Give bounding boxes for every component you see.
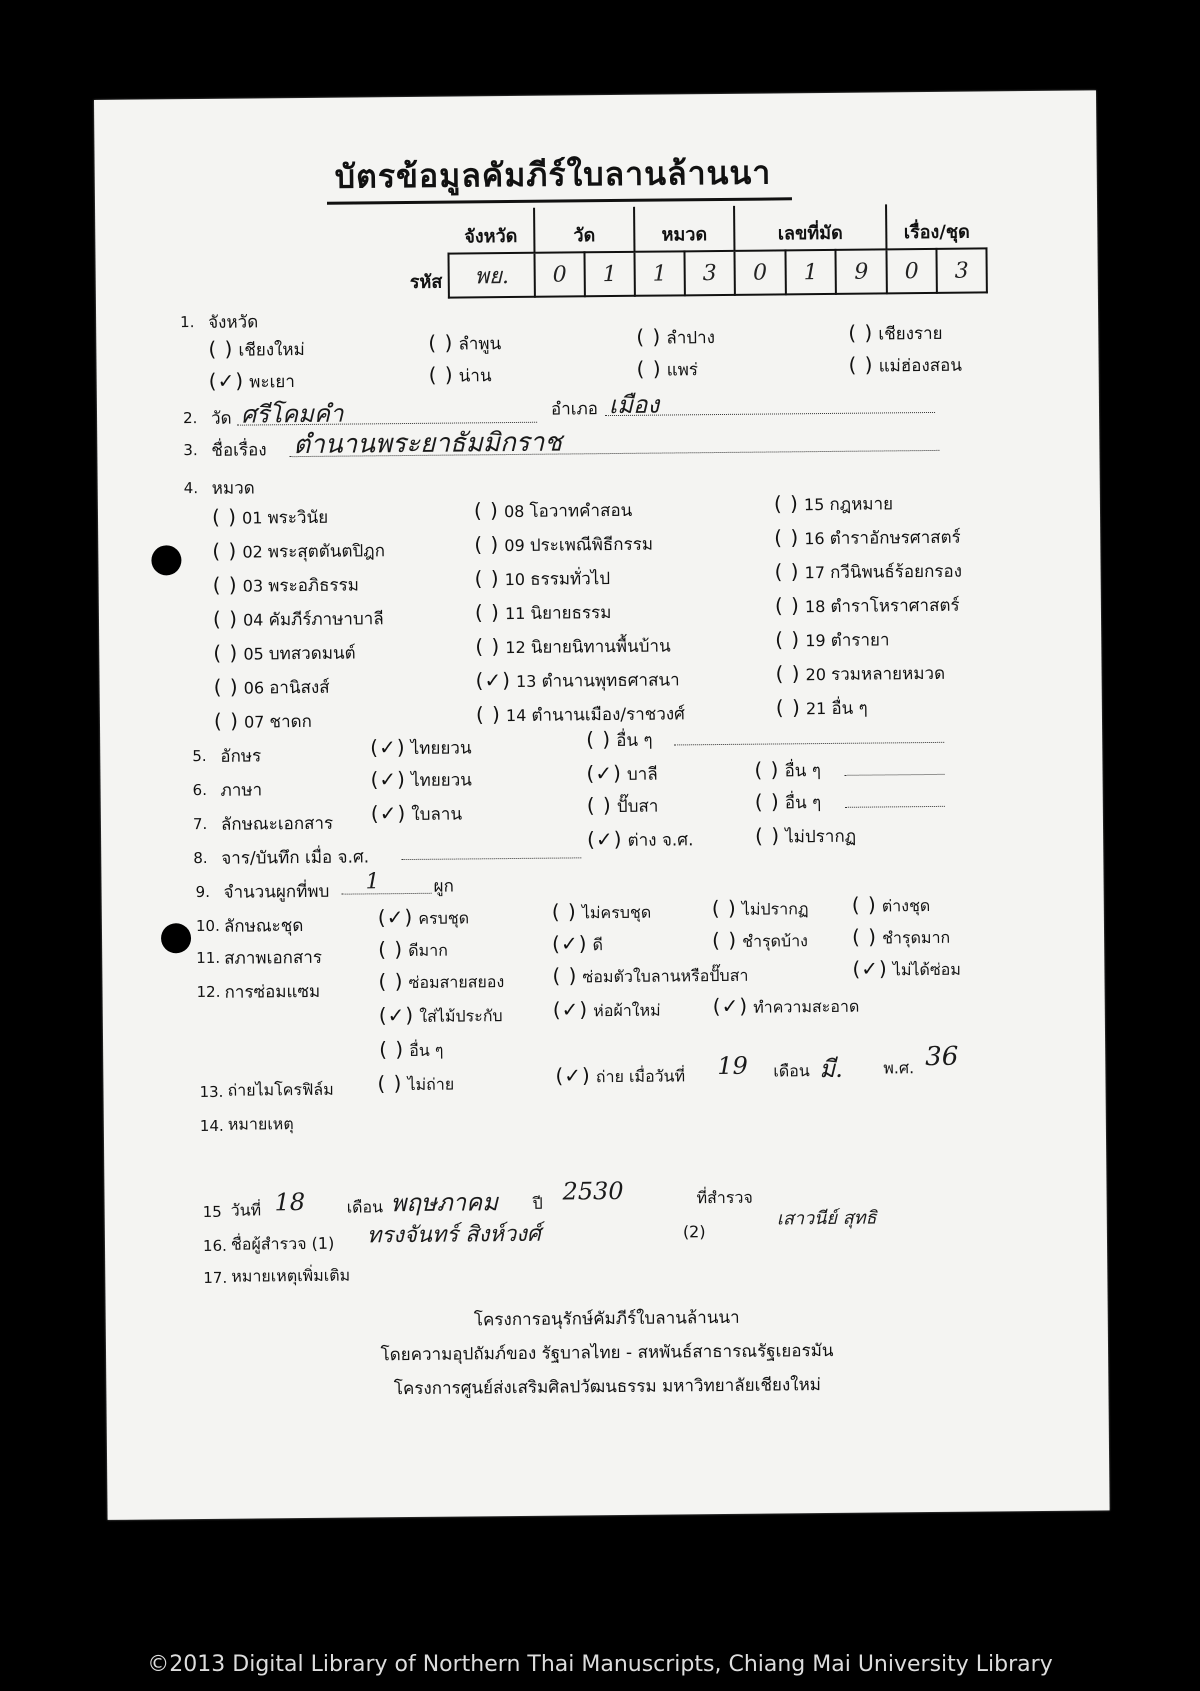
option-label: อื่น ๆ <box>831 698 868 719</box>
option-label: ไม่ได้ซ่อม <box>892 959 961 980</box>
checkbox: ( ) <box>711 927 738 953</box>
option-category <box>775 626 890 654</box>
option-set-type <box>852 892 931 920</box>
checkbox: ( ) <box>552 963 578 988</box>
microfilm-label: ถ่ายไมโครฟิล์ม <box>227 1079 334 1100</box>
checkbox: ( ) <box>851 892 877 917</box>
checkbox: ( ) <box>774 593 800 618</box>
checkbox: ( ) <box>775 661 801 686</box>
option-label: อื่น ๆ <box>784 761 822 782</box>
option-category <box>214 674 330 702</box>
story-label: ชื่อเรื่อง <box>211 440 267 461</box>
checkbox: ( ) <box>474 600 501 625</box>
option-code: 02 <box>242 542 263 562</box>
option-code: 20 <box>805 665 827 685</box>
checkbox: (✓) <box>552 997 589 1022</box>
item-number: 17. <box>203 1268 228 1288</box>
checkbox: ( ) <box>475 634 501 659</box>
option-language <box>586 761 657 789</box>
dotted-line <box>845 806 945 808</box>
option-code: 03 <box>242 576 264 596</box>
checkbox: ( ) <box>428 362 454 387</box>
option-category <box>213 640 356 668</box>
checkbox: ( ) <box>754 757 780 782</box>
checkbox: ( ) <box>775 695 801 720</box>
survey-year: 2530 <box>562 1176 624 1206</box>
code-label: รหัส <box>409 271 443 293</box>
checkbox: ( ) <box>775 627 801 652</box>
option-code: 14 <box>505 705 527 726</box>
item-number: 14. <box>199 1116 224 1136</box>
option-label: บทสวดมนต์ <box>268 643 356 665</box>
option-label: พระสุตตันตปิฎก <box>267 541 386 563</box>
checkbox: ( ) <box>774 559 800 584</box>
checkbox: ( ) <box>212 606 239 631</box>
option-label: ไม่ปรากฏ <box>785 826 857 848</box>
option-code: 12 <box>505 637 526 658</box>
option-code: 13 <box>515 671 537 691</box>
option-code: 10 <box>504 569 526 590</box>
option-province <box>636 324 715 352</box>
checkbox: ( ) <box>379 1037 405 1062</box>
option-category <box>213 605 384 634</box>
option-set-type <box>378 904 469 932</box>
code-header-temple: วัด <box>534 207 634 253</box>
microfilm-day: 19 <box>717 1051 748 1081</box>
option-microfilm-yes <box>555 1062 685 1090</box>
checkbox: ( ) <box>851 924 878 949</box>
dotted-line <box>674 742 944 746</box>
option-label: คัมภีร์ภาษาบาลี <box>268 609 384 631</box>
checkbox: ( ) <box>711 895 737 921</box>
option-code: 08 <box>503 501 525 522</box>
checkbox: ( ) <box>211 504 238 529</box>
option-label: แม่ฮ่องสอน <box>878 355 963 377</box>
option-province <box>848 320 943 348</box>
checkbox: ( ) <box>586 727 612 752</box>
option-repair <box>379 1037 444 1065</box>
surveyor-1-name: ทรงจันทร์ สิงห์วงศ์ <box>366 1221 542 1249</box>
checkbox: (✓) <box>475 668 512 693</box>
item-number: 4. <box>183 479 199 498</box>
condition-label: สภาพเอกสาร <box>224 947 323 969</box>
option-label: กวีนิพนธ์ร้อยกรอง <box>829 561 963 583</box>
checkbox: ( ) <box>213 674 239 699</box>
option-label: ถ่าย เมื่อวันที่ <box>595 1066 686 1087</box>
item-number: 2. <box>182 409 198 428</box>
option-label: ห่อผ้าใหม่ <box>593 1000 661 1021</box>
survey-date-label: วันที่ <box>230 1200 262 1220</box>
option-label: ตำราโหราศาสตร์ <box>830 595 960 617</box>
item-number: 8. <box>193 848 208 868</box>
option-code: 11 <box>504 603 526 624</box>
option-label: ไม่ครบชุด <box>581 902 652 923</box>
checkbox: ( ) <box>848 352 874 377</box>
item-number: 12. <box>196 982 221 1002</box>
checkbox: (✓) <box>555 1063 591 1088</box>
option-code: 17 <box>804 563 826 583</box>
option-language <box>754 757 821 785</box>
dotted-line <box>845 774 945 776</box>
option-province <box>848 352 962 380</box>
checkbox: ( ) <box>636 324 662 349</box>
checkbox: ( ) <box>213 640 239 665</box>
item-number: 7. <box>192 814 208 834</box>
option-label: นิยายนิทานพื้นบ้าน <box>530 636 671 658</box>
material-label: ลักษณะเอกสาร <box>220 813 334 835</box>
survey-month-label: เดือน <box>346 1197 384 1217</box>
option-label: ชาดก <box>269 711 313 733</box>
footer-line-2: โดยความอุปถัมภ์ของ รัฐบาลไทย - สหพันธ์สาธารณรัฐเยอรมัน <box>380 1340 834 1366</box>
category-label: หมวด <box>211 478 255 499</box>
option-label: ชำรุดบ้าง <box>742 931 809 951</box>
option-label: ดีมาก <box>408 940 448 961</box>
item-number: 3. <box>183 441 198 460</box>
code-header-story: เรื่อง/ชุด <box>886 203 986 249</box>
option-code: 05 <box>243 644 264 664</box>
notes-label: หมายเหตุ <box>227 1114 294 1134</box>
option-language <box>370 766 472 794</box>
code-cell: 3 <box>936 248 986 292</box>
option-label: อานิสงส์ <box>269 677 330 699</box>
temple-value: ศรีโคมคำ <box>240 399 344 429</box>
option-label: ใส่ไม้ประกับ <box>419 1006 503 1026</box>
option-label: ตำรายา <box>830 630 890 651</box>
option-category <box>774 524 961 553</box>
surveyors-label-2: (2) <box>682 1222 706 1242</box>
survey-date-suffix: ที่สำรวจ <box>696 1187 753 1208</box>
checkbox: (✓) <box>370 767 407 792</box>
code-header-category: หมวด <box>634 206 734 252</box>
microfilm-year: 36 <box>925 1041 959 1073</box>
checkbox: ( ) <box>378 969 404 994</box>
survey-year-label: ปี <box>532 1193 543 1213</box>
checkbox: (✓) <box>712 993 749 1019</box>
dotted-line <box>342 893 432 895</box>
option-code: 18 <box>804 597 826 617</box>
item-number: 9. <box>195 882 211 902</box>
option-label: พะเยา <box>249 372 295 393</box>
option-code: 06 <box>243 678 265 698</box>
option-label: ไม่ถ่าย <box>407 1074 455 1095</box>
option-microfilm-no <box>377 1071 454 1099</box>
option-label: ตำราอักษรศาสตร์ <box>829 527 961 549</box>
checkbox: (✓) <box>586 760 622 786</box>
option-province <box>208 336 305 364</box>
checkbox: ( ) <box>213 708 240 733</box>
checkbox: ( ) <box>754 823 781 848</box>
extra-notes-label: หมายเหตุเพิ่มเติม <box>231 1265 351 1286</box>
option-label: ไทยยวน <box>410 738 472 759</box>
code-cell: 1 <box>785 250 836 294</box>
option-category <box>212 537 385 566</box>
option-label: เชียงใหม่ <box>238 339 305 361</box>
option-label: อื่น ๆ <box>409 1040 444 1061</box>
item-number: 10. <box>195 916 220 936</box>
checkbox: (✓) <box>852 956 888 981</box>
checkbox: ( ) <box>774 525 800 550</box>
set-type-label: ลักษณะชุด <box>223 916 304 937</box>
card-title: บัตรข้อมูลคัมภีร์ใบลานล้านนา <box>334 153 772 196</box>
option-label: รวมหลายหมวด <box>830 663 946 685</box>
option-category <box>475 632 671 661</box>
option-code: 07 <box>243 712 265 732</box>
code-cell: พย. <box>448 253 534 298</box>
code-cell: 3 <box>684 251 734 295</box>
option-label: ซ่อมตัวใบลานหรือปั๊บสา <box>582 965 749 987</box>
option-label: โอวาทคำสอน <box>529 500 633 522</box>
option-category <box>474 565 610 593</box>
option-province <box>429 362 492 390</box>
checkbox: (✓) <box>370 801 407 826</box>
option-label: ซ่อมสายสยอง <box>408 972 505 993</box>
item-number: 11. <box>196 948 221 968</box>
checkbox: ( ) <box>473 498 500 523</box>
option-label: แพร่ <box>666 360 699 381</box>
checkbox: ( ) <box>208 336 234 361</box>
option-category <box>476 700 685 729</box>
option-repair <box>552 962 748 991</box>
option-code: 01 <box>241 508 263 528</box>
microfilm-month-label: เดือน <box>773 1061 810 1081</box>
option-label: ตำนานพุทธศาสนา <box>541 670 680 692</box>
code-cell: 0 <box>886 249 936 293</box>
checkbox: ( ) <box>474 566 500 591</box>
code-header-bundle: เลขที่มัด <box>734 204 886 250</box>
code-value-row <box>448 248 986 297</box>
option-label: ลำปาง <box>666 328 716 349</box>
option-category <box>776 695 868 723</box>
checkbox: ( ) <box>212 538 238 563</box>
option-province <box>209 368 295 396</box>
checkbox: (✓) <box>208 368 245 393</box>
punch-hole <box>151 545 181 575</box>
option-label: ธรรมทั่วไป <box>530 569 611 590</box>
code-cell: 0 <box>734 250 785 294</box>
option-label: ครบชุด <box>418 908 470 928</box>
checkbox: ( ) <box>754 789 780 814</box>
checkbox: ( ) <box>773 491 799 516</box>
option-label: พระวินัย <box>267 507 329 529</box>
option-label: ต่างชุด <box>881 896 931 916</box>
option-label: ต่าง จ.ศ. <box>627 830 694 851</box>
option-code: 21 <box>805 698 827 719</box>
option-code: 16 <box>804 529 825 549</box>
option-inscribed <box>587 826 694 854</box>
inscribed-label: จาร/บันทึก เมื่อ จ.ศ. <box>221 847 370 869</box>
option-material <box>587 793 659 821</box>
checkbox: ( ) <box>475 702 501 727</box>
option-category <box>474 531 653 560</box>
option-repair <box>379 1002 503 1030</box>
item-number: 5. <box>192 746 207 766</box>
option-label: ชำรุดมาก <box>882 927 951 948</box>
item-number: 6. <box>192 780 208 800</box>
checkbox: (✓) <box>552 931 588 956</box>
survey-month: พฤษภาคม <box>390 1188 499 1218</box>
checkbox: ( ) <box>428 330 454 355</box>
option-material <box>371 801 462 829</box>
option-category <box>475 599 612 627</box>
footer-line-3: โครงการศูนย์ส่งเสริมศิลปวัฒนธรรม มหาวิทยาลัยเชียงใหม่ <box>393 1375 822 1400</box>
option-condition <box>552 931 603 958</box>
option-category <box>212 504 328 532</box>
option-code: 04 <box>242 610 264 630</box>
option-set-type <box>712 895 809 923</box>
story-value: ตำนานพระยาธัมมิกราช <box>293 427 563 461</box>
option-repair <box>553 997 661 1025</box>
checkbox: ( ) <box>848 320 874 345</box>
province-label: จังหวัด <box>208 312 259 333</box>
option-label: เชียงราย <box>878 323 943 345</box>
code-cell: 9 <box>836 249 887 293</box>
option-code: 15 <box>803 495 825 515</box>
option-label: ใบลาน <box>411 804 463 825</box>
dotted-line <box>401 857 581 860</box>
checkbox: ( ) <box>551 899 577 924</box>
option-code: 19 <box>805 631 826 651</box>
option-province <box>428 330 501 358</box>
bundles-label: จำนวนผูกที่พบ <box>223 881 330 903</box>
checkbox: ( ) <box>212 572 238 597</box>
checkbox: ( ) <box>377 1071 403 1096</box>
option-category <box>475 666 679 695</box>
option-label: ไม่ปรากฏ <box>741 899 809 919</box>
language-label: ภาษา <box>220 780 263 801</box>
item-number: 15 <box>202 1202 222 1222</box>
bundles-value: 1 <box>365 869 380 895</box>
checkbox: ( ) <box>378 937 404 962</box>
option-material <box>755 789 822 817</box>
footer-line-1: โครงการอนุรักษ์คัมภีร์ใบลานล้านนา <box>473 1307 740 1331</box>
option-label: ปั๊บสา <box>616 796 659 818</box>
temple-label: วัด <box>210 408 232 429</box>
option-script <box>586 727 653 755</box>
option-set-type <box>552 899 652 927</box>
option-label: นิยายธรรม <box>530 603 612 624</box>
option-condition <box>712 927 808 955</box>
microfilm-year-label: พ.ศ. <box>883 1058 915 1078</box>
bundles-unit: ผูก <box>433 876 454 897</box>
option-repair <box>713 993 860 1021</box>
option-category <box>775 592 960 621</box>
option-label: ตำนานเมือง/ราชวงศ์ <box>531 704 686 726</box>
script-label: อักษร <box>220 746 262 767</box>
checkbox: (✓) <box>377 904 414 930</box>
option-script <box>370 734 472 762</box>
option-label: อื่น ๆ <box>784 793 822 814</box>
code-cell: 1 <box>584 252 634 296</box>
option-label: ประเพณีพิธีกรรม <box>529 534 654 556</box>
option-repair <box>378 968 504 996</box>
district-label: อำเภอ <box>550 399 599 420</box>
option-label: พระอภิธรรม <box>268 575 360 597</box>
code-cell: 1 <box>634 251 684 295</box>
option-province <box>636 356 698 384</box>
checkbox: ( ) <box>636 356 662 381</box>
option-category <box>214 708 312 736</box>
option-category <box>213 571 360 599</box>
survey-day: 18 <box>274 1188 306 1217</box>
punch-hole <box>161 923 191 953</box>
option-condition <box>378 937 448 965</box>
option-label: บาลี <box>626 764 658 785</box>
repair-label: การซ่อมแซม <box>224 981 321 1003</box>
option-category <box>775 660 945 689</box>
item-number: 16. <box>202 1236 227 1256</box>
option-category <box>774 490 893 518</box>
checkbox: ( ) <box>586 793 612 818</box>
checkbox: (✓) <box>587 826 623 852</box>
checkbox: ( ) <box>474 532 500 557</box>
checkbox: (✓) <box>370 735 406 760</box>
code-table <box>447 203 988 298</box>
option-label: ดี <box>592 935 604 955</box>
item-number: 1. <box>180 313 195 332</box>
option-label: ลำพูน <box>458 334 502 355</box>
surveyors-label: ชื่อผู้สำรวจ (1) <box>230 1233 335 1254</box>
copyright-notice: ©2013 Digital Library of Northern Thai Manuscripts, Chiang Mai University Library <box>147 1652 1053 1677</box>
surveyor-2-name: เสาวนีย์ สุทธิ <box>776 1207 877 1230</box>
option-label: ไทยยวน <box>410 770 472 791</box>
code-header-row <box>448 203 986 253</box>
option-inscribed <box>755 823 856 851</box>
option-label: ทำความสะอาด <box>753 996 860 1017</box>
option-label: อื่น ๆ <box>616 730 653 752</box>
option-condition <box>852 924 950 952</box>
option-category <box>474 497 633 526</box>
checkbox: (✓) <box>378 1002 415 1028</box>
code-cell: 0 <box>534 252 584 296</box>
option-category <box>774 558 962 587</box>
microfilm-month: มี. <box>819 1054 843 1084</box>
district-value: เมือง <box>608 390 660 420</box>
code-header-province: จังหวัด <box>464 225 518 248</box>
option-label: น่าน <box>458 366 492 387</box>
item-number: 13. <box>199 1082 224 1102</box>
option-label: กฎหมาย <box>829 494 894 515</box>
record-card <box>94 90 1110 1520</box>
option-repair <box>852 956 961 984</box>
option-code: 09 <box>504 535 525 556</box>
